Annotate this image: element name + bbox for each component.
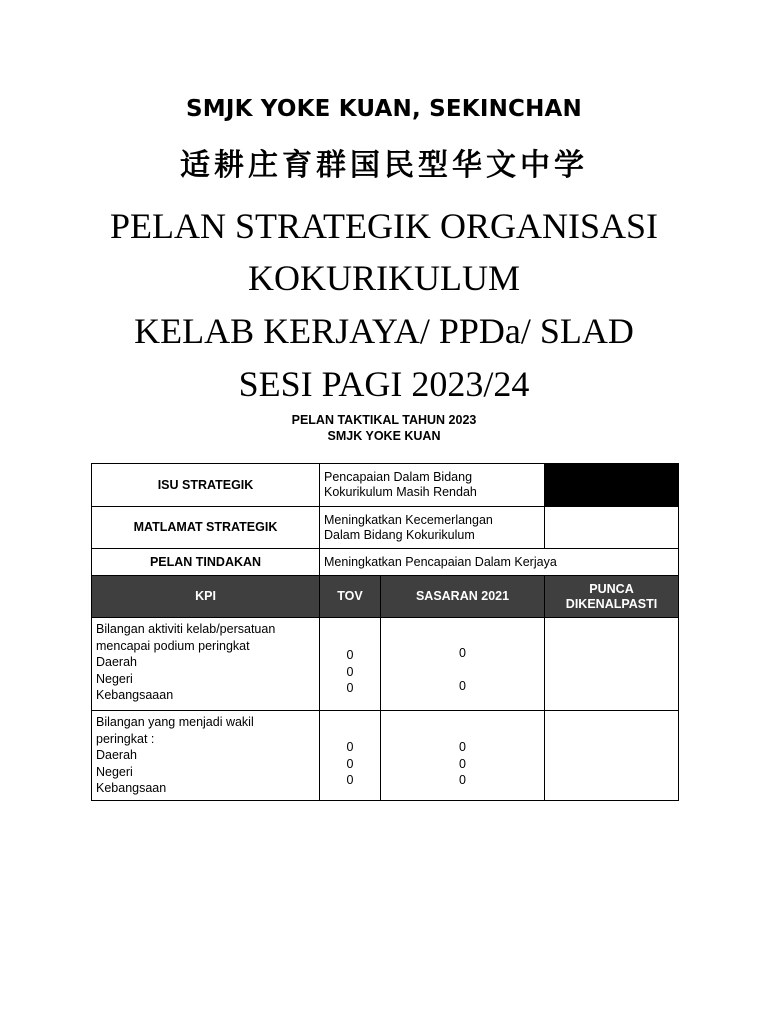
punca-cell [545, 711, 679, 801]
tov-value: 0 [346, 664, 354, 679]
tov-value: 0 [346, 773, 354, 787]
table-header-row [92, 576, 679, 618]
kpi-line: Bilangan aktiviti kelab/persatuan [96, 622, 276, 636]
kpi-line: Bilangan yang menjadi wakil [96, 715, 254, 729]
matlamat-strategik-value-line-1: Meningkatkan Kecemerlangan [324, 512, 493, 527]
school-name: SMJK YOKE KUAN, SEKINCHAN [185, 96, 583, 122]
tov-cell [320, 618, 381, 711]
column-header-punca-line-2: DIKENALPASTI [565, 596, 658, 611]
main-title-line-2: KOKURIKULUM [248, 258, 520, 298]
kpi-line: Daerah [96, 655, 137, 669]
matlamat-strategik-value-line-2: Dalam Bidang Kokurikulum [324, 527, 475, 542]
tov-value: 0 [346, 756, 354, 771]
tactical-plan-table [91, 463, 679, 801]
sasaran-cell [381, 618, 545, 711]
sasaran-value: 0 [459, 740, 466, 754]
matlamat-strategik-row [92, 507, 679, 549]
matlamat-strategik-label: MATLAMAT STRATEGIK [92, 507, 320, 549]
punca-cell [545, 618, 679, 711]
kpi-cell [92, 618, 320, 711]
main-title-line-3: KELAB KERJAYA/ PPDa/ SLAD [134, 311, 634, 351]
sasaran-value: 0 [459, 646, 466, 660]
isu-strategik-value [320, 464, 545, 507]
isu-strategik-row [92, 464, 679, 507]
sasaran-value: 0 [459, 756, 466, 771]
isu-strategik-label: ISU STRATEGIK [92, 464, 320, 507]
isu-strategik-black-cell [545, 464, 679, 507]
kpi-line: Negeri [96, 764, 133, 779]
isu-strategik-value-line-2: Kokurikulum Masih Rendah [324, 485, 477, 499]
matlamat-strategik-value [320, 507, 545, 549]
kpi-cell [92, 711, 320, 801]
column-header-punca [545, 576, 679, 618]
pelan-tindakan-value: Meningkatkan Pencapaian Dalam Kerjaya [320, 549, 679, 576]
pelan-tindakan-label: PELAN TINDAKAN [92, 549, 320, 576]
column-header-sasaran: SASARAN 2021 [381, 576, 545, 618]
sasaran-value: 0 [459, 773, 466, 787]
tov-value: 0 [346, 681, 354, 695]
column-header-punca-line-1: PUNCA [589, 581, 634, 596]
kpi-line: Negeri [96, 671, 133, 686]
kpi-line: Kebangsaan [96, 781, 167, 795]
column-header-kpi: KPI [92, 576, 320, 618]
isu-strategik-value-line-1: Pencapaian Dalam Bidang [324, 470, 473, 484]
table-row [92, 618, 679, 711]
tactical-plan-heading: PELAN TAKTIKAL TAHUN 2023 [291, 413, 477, 427]
matlamat-strategik-empty-cell [545, 507, 679, 549]
kpi-line: Daerah [96, 748, 137, 762]
pelan-tindakan-row [92, 549, 679, 576]
kpi-line: Kebangsaaan [96, 688, 174, 702]
kpi-line: mencapai podium peringkat [96, 638, 250, 653]
tov-value: 0 [346, 648, 354, 662]
school-name-chinese: 适耕庄育群国民型华文中学 [180, 148, 588, 183]
tov-cell [320, 711, 381, 801]
table-row [92, 711, 679, 801]
kpi-line: peringkat : [96, 731, 155, 746]
sasaran-value: 0 [459, 679, 466, 693]
sasaran-cell [381, 711, 545, 801]
tactical-plan-school: SMJK YOKE KUAN [327, 429, 441, 443]
column-header-tov: TOV [320, 576, 381, 618]
main-title-line-4: SESI PAGI 2023/24 [238, 364, 530, 404]
tov-value: 0 [346, 740, 354, 754]
main-title-line-1: PELAN STRATEGIK ORGANISASI [109, 206, 658, 246]
